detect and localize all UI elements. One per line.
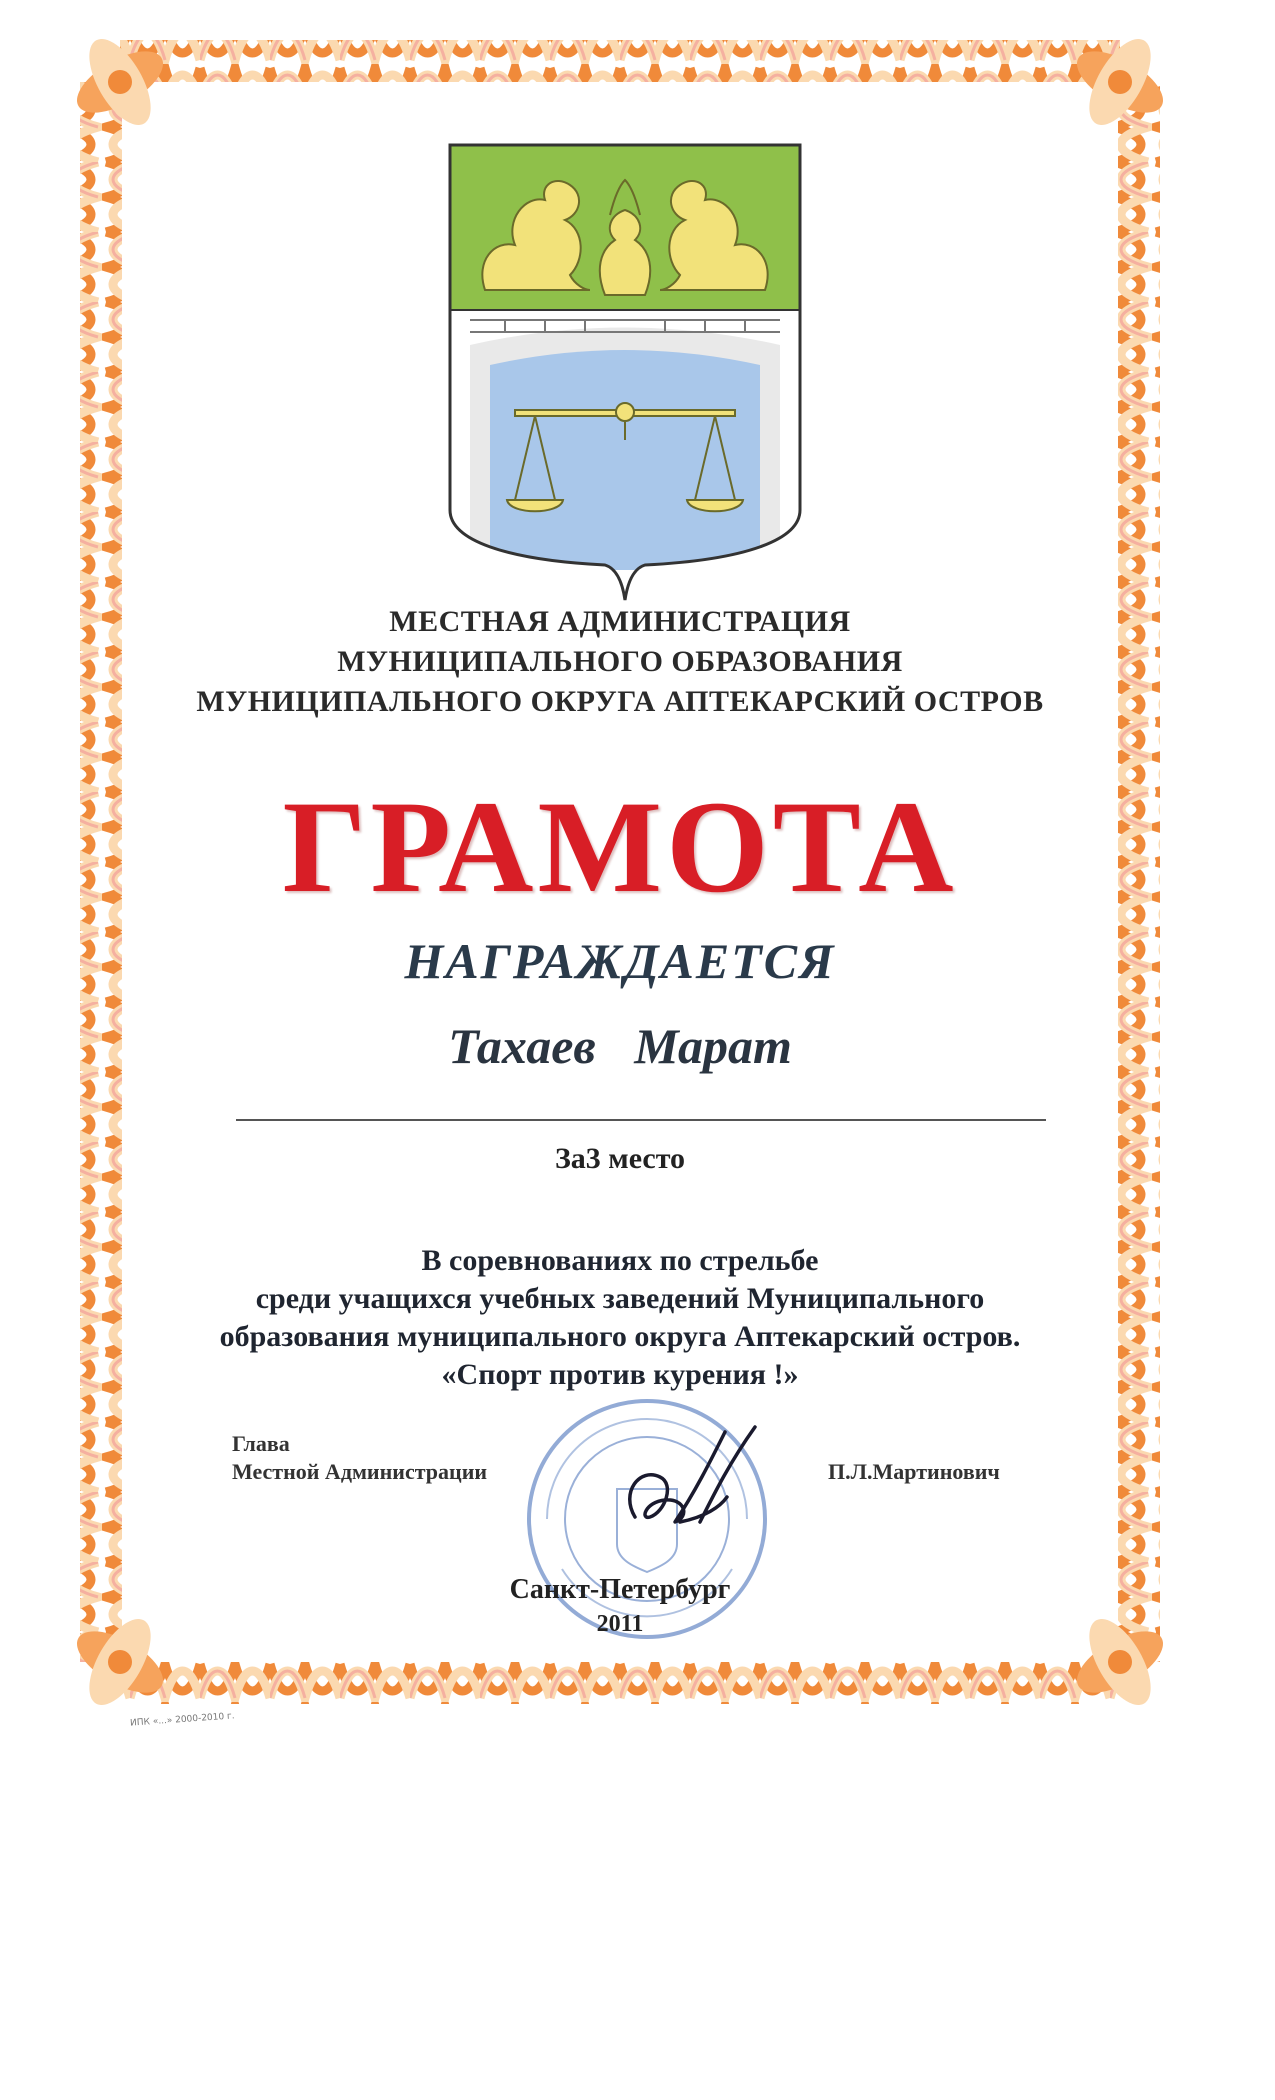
printer-mark: ИПК «...» 2000-2010 г.: [129, 1711, 235, 1729]
footer-city: Санкт-Петербург: [509, 1574, 731, 1605]
signatory-name: П.Л.Мартинович: [828, 1459, 1000, 1484]
coat-of-arms: [445, 140, 805, 605]
description-line-4: «Спорт против курения !»: [441, 1358, 799, 1391]
certificate: [60, 22, 1180, 1729]
recipient-name: Тахаев Марат: [448, 1018, 792, 1074]
place-text: За3 место: [554, 1142, 686, 1175]
admin-line-1: МЕСТНАЯ АДМИНИСТРАЦИЯ: [389, 605, 851, 638]
footer-year: 2011: [596, 1611, 644, 1637]
description-line-2: среди учащихся учебных заведений Муниципального: [255, 1282, 985, 1315]
recipient-underline: [236, 1119, 1046, 1121]
admin-line-2: МУНИЦИПАЛЬНОГО ОБРАЗОВАНИЯ: [337, 645, 903, 678]
certificate-title: ГРАМОТА: [282, 773, 958, 920]
admin-line-3: МУНИЦИПАЛЬНОГО ОКРУГА АПТЕКАРСКИЙ ОСТРОВ: [196, 685, 1044, 718]
signatory-role-line-1: Глава: [232, 1431, 290, 1456]
description-line-1: В соревнованиях по стрельбе: [421, 1244, 819, 1277]
awarded-label: НАГРАЖДАЕТСЯ: [404, 933, 836, 989]
signature: [615, 1422, 765, 1552]
signatory-role-line-2: Местной Администрации: [232, 1459, 488, 1484]
description-line-3: образования муниципального округа Аптекарский остров.: [219, 1320, 1021, 1353]
